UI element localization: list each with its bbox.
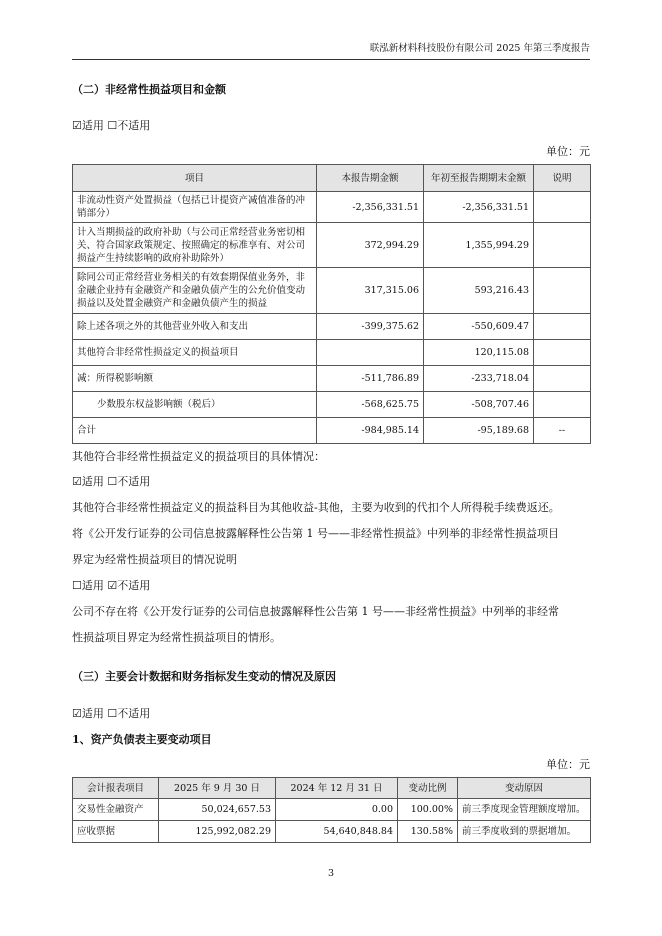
row-item: 交易性金融资产 [73, 799, 159, 821]
row-reason: 前三季度现金管理额度增加。 [458, 799, 591, 821]
col-header-previous: 2024 年 12 月 31 日 [276, 778, 398, 799]
table-row [73, 821, 591, 843]
table-row [73, 366, 591, 392]
row-ytd: -2,356,331.51 [424, 192, 534, 223]
row-ytd: 593,216.43 [424, 268, 534, 314]
reclass-text-line-1: 公司不存在将《公开发行证券的公司信息披露解释性公告第 1 号——非经常性损益》中列举的非经常 [72, 605, 559, 618]
row-ytd: 120,115.08 [424, 340, 534, 366]
section2-heading: （二）非经常性损益项目和金额 [72, 83, 226, 96]
row-reason: 前三季度收到的票据增加。 [458, 821, 591, 843]
row-current: 372,994.29 [317, 223, 424, 268]
table-row [73, 340, 591, 366]
balance-sheet-changes-table [72, 777, 591, 843]
row-item: 除同公司正常经营业务相关的有效套期保值业务外，非金融企业持有金融资产和金融负债产生的公允价值变动损益以及处置金融资产和金融负债产生的损益 [73, 268, 317, 314]
row-item: 应收票据 [73, 821, 159, 843]
row-note [534, 268, 591, 314]
row-current: -399,375.62 [317, 314, 424, 340]
row-current: 50,024,657.53 [159, 799, 276, 821]
row-ytd: -550,609.47 [424, 314, 534, 340]
row-item: 减：所得税影响额 [73, 366, 317, 392]
row-ytd: -508,707.46 [424, 392, 534, 418]
page-number: 3 [327, 868, 335, 879]
table-row [73, 392, 591, 418]
col-header-current: 2025 年 9 月 30 日 [159, 778, 276, 799]
col-header-item: 会计报表项目 [73, 778, 159, 799]
col-header-reason: 变动原因 [458, 778, 591, 799]
row-note: -- [534, 418, 591, 444]
row-note [534, 392, 591, 418]
table-row-total [73, 418, 591, 444]
reclass-line-2: 界定为经常性损益项目的情况说明 [72, 553, 237, 566]
section2-unit: 单位：元 [546, 145, 590, 158]
section3-subheading: 1、资产负债表主要变动项目 [72, 733, 212, 746]
row-previous: 54,640,848.84 [276, 821, 398, 843]
col-header-change: 变动比例 [398, 778, 458, 799]
table-row [73, 192, 591, 223]
row-item: 非流动性资产处置损益（包括已计提资产减值准备的冲销部分） [73, 192, 317, 223]
table-row [73, 223, 591, 268]
row-change: 130.58% [398, 821, 458, 843]
other-details-text: 其他符合非经常性损益定义的损益科目为其他收益-其他，主要为收到的代扣个人所得税手续费返还。 [72, 501, 560, 514]
row-current: -2,356,331.51 [317, 192, 424, 223]
row-item: 少数股东权益影响额（税后） [73, 392, 317, 418]
row-note [534, 192, 591, 223]
row-current: -984,985.14 [317, 418, 424, 444]
row-item: 其他符合非经常性损益定义的损益项目 [73, 340, 317, 366]
row-note [534, 223, 591, 268]
col-header-current: 本报告期金额 [317, 165, 424, 192]
row-current: 125,992,082.29 [159, 821, 276, 843]
row-current: 317,315.06 [317, 268, 424, 314]
row-current [317, 340, 424, 366]
section2-applicability: ☑适用 ☐不适用 [72, 119, 151, 132]
section3-heading: （三）主要会计数据和财务指标发生变动的情况及原因 [72, 670, 336, 683]
row-item: 除上述各项之外的其他营业外收入和支出 [73, 314, 317, 340]
reclass-applicability: ☐适用 ☑不适用 [72, 579, 151, 592]
row-note [534, 340, 591, 366]
row-note [534, 366, 591, 392]
section3-applicability: ☑适用 ☐不适用 [72, 707, 151, 720]
row-ytd: 1,355,994.29 [424, 223, 534, 268]
table-row [73, 268, 591, 314]
row-ytd: -95,189.68 [424, 418, 534, 444]
section3-unit: 单位：元 [546, 758, 590, 771]
table-header-row [73, 778, 591, 799]
row-item: 合计 [73, 418, 317, 444]
table-row [73, 799, 591, 821]
row-note [534, 314, 591, 340]
non-recurring-table [72, 164, 591, 444]
col-header-ytd: 年初至报告期期末金额 [424, 165, 534, 192]
table-header-row [73, 165, 591, 192]
other-details-applicability: ☑适用 ☐不适用 [72, 475, 151, 488]
col-header-note: 说明 [534, 165, 591, 192]
other-details-title: 其他符合非经常性损益定义的损益项目的具体情况： [72, 450, 325, 463]
report-header: 联泓新材料科技股份有限公司 2025 年第三季度报告 [369, 43, 590, 54]
row-current: -511,786.89 [317, 366, 424, 392]
reclass-line-1: 将《公开发行证券的公司信息披露解释性公告第 1 号——非经常性损益》中列举的非经常性损益项目 [72, 527, 559, 540]
header-rule [72, 59, 590, 60]
row-change: 100.00% [398, 799, 458, 821]
row-ytd: -233,718.04 [424, 366, 534, 392]
col-header-item: 项目 [73, 165, 317, 192]
reclass-text-line-2: 性损益项目界定为经常性损益项目的情形。 [72, 631, 281, 644]
row-item: 计入当期损益的政府补助（与公司正常经营业务密切相关、符合国家政策规定、按照确定的标准享有、对公司损益产生持续影响的政府补助除外） [73, 223, 317, 268]
row-previous: 0.00 [276, 799, 398, 821]
row-current: -568,625.75 [317, 392, 424, 418]
table-row [73, 314, 591, 340]
